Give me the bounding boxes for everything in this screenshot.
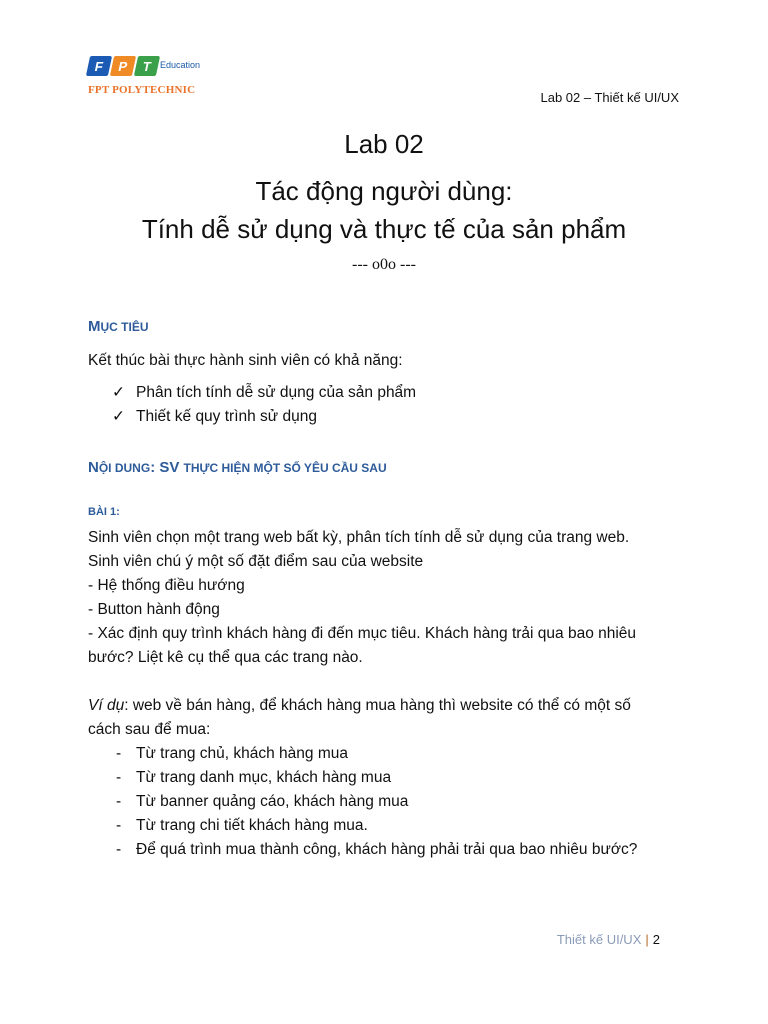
logo-tile-t: T (134, 56, 160, 76)
heading-small-caps: ỤC TIÊU (100, 320, 149, 334)
lab-title: Lab 02 (344, 129, 424, 159)
list-item-text: Từ trang danh mục, khách hàng mua (136, 769, 392, 786)
list-item (116, 742, 688, 766)
exercise-line: - Button hành động (88, 601, 220, 618)
list-item-text: Để quá trình mua thành công, khách hàng phải trải qua bao nhiêu bước? (136, 841, 638, 858)
list-item (116, 814, 688, 838)
objectives-list (112, 381, 688, 429)
example-list (116, 742, 688, 862)
logo-name: FPT POLYTECHNIC (88, 84, 196, 96)
heading-mid: : SV (150, 459, 184, 476)
exercise-line: - Hệ thống điều hướng (88, 577, 245, 594)
title-divider: --- o0o --- (352, 256, 416, 273)
title-line-2: Tính dễ sử dụng và thực tế của sản phẩm (141, 214, 627, 244)
fpt-polytechnic-logo (88, 56, 248, 100)
list-item-text: Thiết kế quy trình sử dụng (136, 408, 317, 425)
list-item (116, 790, 688, 814)
dash-bullet: - (116, 817, 122, 834)
exercise-text (88, 526, 688, 670)
header-lab-label: Lab 02 – Thiết kế UI/UX (540, 90, 679, 105)
page-footer (557, 932, 660, 947)
logo-education-label: Education (160, 60, 201, 70)
footer-text: Thiết kế UI/UX (556, 932, 642, 947)
dash-bullet: - (116, 745, 122, 762)
section-heading-content (88, 459, 688, 476)
heading-cap: M (88, 318, 101, 335)
title-line-1: Tác động người dùng: (255, 176, 513, 206)
list-item (112, 405, 688, 429)
list-item-text: Từ banner quảng cáo, khách hàng mua (136, 793, 409, 810)
example-paragraph (88, 694, 688, 718)
checkmark-icon: ✓ (112, 408, 125, 425)
exercise-line: Sinh viên chú ý một số đặt điểm sau của website (88, 553, 424, 570)
exercise-line: - Xác định quy trình khách hàng đi đến mục tiêu. Khách hàng trải qua bao nhiêu (88, 625, 637, 642)
heading-small-caps: THỰC HIỆN MỘT SỐ YÊU CẦU SAU (183, 461, 387, 475)
list-item (116, 838, 688, 862)
checkmark-icon: ✓ (112, 384, 125, 401)
list-item-text: Từ trang chi tiết khách hàng mua. (136, 817, 368, 834)
exercise-line: Sinh viên chọn một trang web bất kỳ, phân tích tính dễ sử dụng của trang web. (88, 529, 630, 546)
heading-small-caps: ỘI DUNG (98, 461, 151, 475)
heading-cap: N (88, 459, 99, 476)
exercise-label: BÀI 1: (88, 506, 120, 518)
logo-tiles (88, 56, 160, 78)
list-item-text: Phân tích tính dễ sử dụng của sản phẩm (136, 384, 417, 401)
dash-bullet: - (116, 769, 122, 786)
logo-tile-p: P (110, 56, 136, 76)
title-block (0, 126, 768, 274)
example-paragraph-cont: cách sau để mua: (88, 721, 211, 738)
page-number: 2 (652, 932, 660, 947)
dash-bullet: - (116, 793, 122, 810)
example-text: : web về bán hàng, để khách hàng mua hàng thì website có thể có một số (124, 697, 631, 714)
list-item (112, 381, 688, 405)
document-body (88, 318, 688, 862)
objectives-intro: Kết thúc bài thực hành sinh viên có khả năng: (88, 352, 403, 369)
exercise-line: bước? Liệt kê cụ thể qua các trang nào. (88, 649, 363, 666)
example-label: Ví dụ (88, 697, 125, 714)
list-item-text: Từ trang chủ, khách hàng mua (136, 745, 348, 762)
logo-tile-f: F (86, 56, 112, 76)
footer-separator: | (645, 932, 649, 947)
section-heading-objectives (88, 318, 688, 335)
list-item (116, 766, 688, 790)
dash-bullet: - (116, 841, 122, 858)
